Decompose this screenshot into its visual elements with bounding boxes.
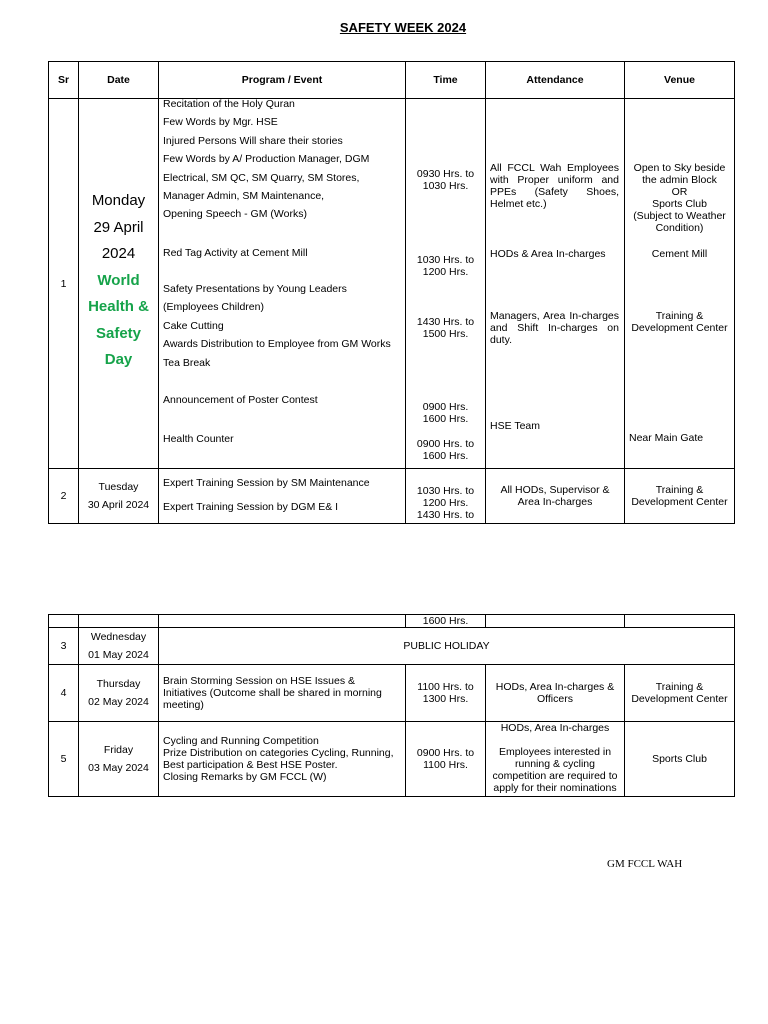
time-line: 1430 Hrs. to [416, 509, 475, 521]
attendance-text: HSE Team [490, 420, 540, 432]
attendance-line: apply for their nominations [493, 782, 617, 794]
time-end: 1600 Hrs. [422, 450, 469, 462]
venue-line: Development Center [631, 496, 728, 508]
public-holiday-label: PUBLIC HOLIDAY [159, 628, 735, 665]
row5-venue: Sports Club [625, 722, 735, 797]
header-time: Time [406, 62, 486, 99]
table-row [49, 99, 735, 469]
attendance-text: HODs & Area In-charges [490, 248, 606, 260]
time-end: 1200 Hrs. [422, 266, 469, 278]
row3-date-day: Wednesday [90, 631, 147, 643]
header-row [49, 62, 735, 99]
program-line: Tea Break [163, 356, 211, 369]
row1-highlight-4: Day [104, 351, 133, 368]
venue-line: Training & [655, 310, 704, 322]
row1-attendance-cell [486, 99, 625, 469]
row5-date-day: Friday [103, 744, 134, 756]
program-line: Announcement of Poster Contest [163, 394, 318, 406]
row2-date-day: Tuesday [98, 481, 139, 493]
row4-attendance-cell [486, 665, 625, 722]
table-row [49, 722, 735, 797]
venue-line: Training & [655, 681, 704, 693]
program-line: Injured Persons Will share their stories [163, 134, 343, 147]
venue-line: (Subject to Weather [633, 210, 726, 222]
program-line: Few Words by Mgr. HSE [163, 116, 278, 129]
row4-sr: 4 [49, 665, 79, 722]
venue-line: Sports Club [652, 198, 707, 210]
row1-date-month: 29 April [93, 218, 144, 236]
row2-sr: 2 [49, 469, 79, 524]
program-line: Expert Training Session by SM Maintenance [163, 477, 370, 489]
row4-time-cell [406, 665, 486, 722]
time-end: 1030 Hrs. [422, 180, 469, 192]
table-row [49, 628, 735, 665]
row2-attendance-cell [486, 469, 625, 524]
venue-line: OR [671, 186, 688, 198]
row2-venue-cell [625, 469, 735, 524]
row5-date: 03 May 2024 [88, 762, 149, 774]
program-line: Opening Speech - GM (Works) [163, 208, 307, 221]
row4-date-cell [79, 665, 159, 722]
row1-date-cell [79, 99, 159, 469]
attendance-line: HODs, Area In-charges & [495, 681, 615, 693]
row3-date-cell [79, 628, 159, 665]
row1-program-cell [159, 99, 406, 469]
program-line: Cycling and Running Competition [163, 735, 319, 747]
program-line: Red Tag Activity at Cement Mill [163, 247, 308, 259]
schedule-table [48, 61, 735, 524]
time-line: 1300 Hrs. [422, 693, 469, 705]
venue-line: Condition) [655, 222, 704, 234]
time-line: 1100 Hrs. [423, 759, 468, 771]
time-line: 1030 Hrs. to [416, 485, 475, 497]
row5-sr: 5 [49, 722, 79, 797]
row1-time-cell [406, 99, 486, 469]
program-line: Electrical, SM QC, SM Quarry, SM Stores, [163, 171, 360, 184]
row5-program-cell [159, 722, 406, 797]
row5-date-cell [79, 722, 159, 797]
row5-time-cell [406, 722, 486, 797]
row1-date-day: Monday [91, 192, 146, 209]
table-row [49, 665, 735, 722]
row1-highlight-3: Safety [95, 324, 142, 342]
row3-sr: 3 [49, 628, 79, 665]
program-line: Health Counter [163, 433, 234, 445]
table-row [49, 469, 735, 524]
program-line: Expert Training Session by DGM E& I [163, 501, 339, 513]
row1-sr: 1 [49, 99, 79, 469]
row2-date: 30 April 2024 [87, 499, 150, 511]
program-line: Few Words by A/ Production Manager, DGM [163, 153, 370, 166]
schedule-table-continued [48, 614, 735, 797]
row4-venue-cell [625, 665, 735, 722]
attendance-line: competition are required to [492, 770, 618, 782]
venue-line: Development Center [631, 322, 728, 334]
time-line: 1100 Hrs. to [417, 681, 474, 693]
continuation-row [49, 615, 735, 628]
attendance-text: All FCCL Wah Employees with Proper uniform and PPEs (Safety Shoes, Helmet etc.) [490, 162, 619, 210]
venue-line: Training & [655, 484, 704, 496]
row1-highlight-1: World [97, 271, 140, 289]
program-line: Safety Presentations by Young Leaders [163, 283, 347, 295]
program-line: Cake Cutting [163, 319, 224, 332]
attendance-line: All HODs, Supervisor & [500, 484, 610, 496]
header-attendance: Attendance [486, 62, 625, 99]
time-start: 1030 Hrs. to [416, 254, 475, 266]
program-line: Awards Distribution to Employee from GM Works [163, 338, 391, 351]
header-date: Date [79, 62, 159, 99]
header-sr: Sr [49, 62, 79, 99]
time-start: 0900 Hrs. [422, 401, 469, 413]
document-title: SAFETY WEEK 2024 [339, 20, 467, 35]
attendance-line: Employees interested in [498, 746, 612, 758]
row3-date: 01 May 2024 [88, 649, 149, 661]
attendance-line: HODs, Area In-charges [500, 722, 610, 734]
header-program: Program / Event [159, 62, 406, 99]
row4-date-day: Thursday [96, 678, 141, 690]
program-line: (Employees Children) [163, 301, 264, 314]
row1-highlight-2: Health & [88, 298, 149, 315]
attendance-text: Managers, Area In-charges and Shift In-charges on duty. [490, 310, 619, 346]
attendance-line: running & cycling [515, 758, 595, 770]
row4-date: 02 May 2024 [88, 696, 149, 708]
program-line: Closing Remarks by GM FCCL (W) [163, 771, 327, 783]
time-start: 0900 Hrs. to [416, 438, 475, 450]
time-line: 0900 Hrs. to [416, 747, 475, 759]
venue-line: Near Main Gate [629, 432, 704, 444]
header-venue: Venue [625, 62, 735, 99]
row1-date-year: 2024 [101, 245, 136, 262]
program-line: Recitation of the Holy Quran [163, 98, 295, 110]
row4-program: Brain Storming Session on HSE Issues & Initiatives (Outcome shall be shared in morning meeting) [159, 665, 406, 722]
attendance-line: Officers [537, 693, 573, 705]
program-line: Prize Distribution on categories Cycling, Running, Best participation & Best HSE Poster. [163, 747, 394, 771]
signature: GM FCCL WAH [607, 858, 683, 870]
time-line: 1200 Hrs. [422, 497, 469, 509]
row2-program-cell [159, 469, 406, 524]
row2-time-cell [406, 469, 486, 524]
venue-line: Development Center [631, 693, 728, 705]
venue-line: Cement Mill [651, 248, 708, 260]
row1-venue-cell [625, 99, 735, 469]
time-start: 1430 Hrs. to [416, 316, 475, 328]
time-end: 1600 Hrs. [422, 413, 469, 425]
row2-date-cell [79, 469, 159, 524]
time-end: 1500 Hrs. [422, 328, 469, 340]
row5-attendance-cell [486, 722, 625, 797]
program-line: Manager Admin, SM Maintenance, [163, 189, 325, 202]
continued-time: 1600 Hrs. [406, 615, 486, 628]
venue-line: Open to Sky beside [633, 162, 726, 174]
attendance-line: Area In-charges [517, 496, 593, 508]
time-start: 0930 Hrs. to [416, 168, 475, 180]
venue-line: the admin Block [642, 174, 717, 186]
